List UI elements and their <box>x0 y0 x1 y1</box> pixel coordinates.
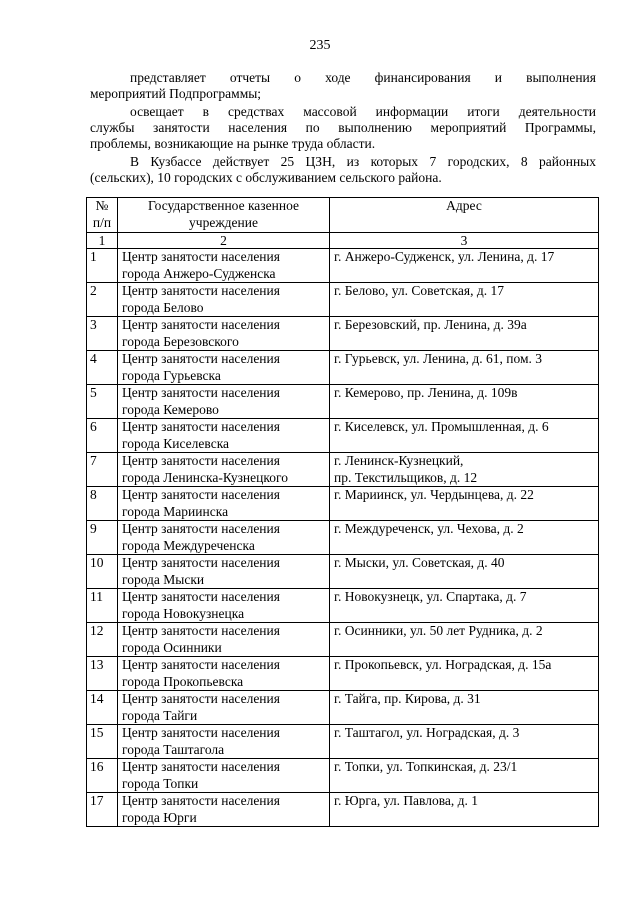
paragraph-kuzbass-centers <box>90 154 596 186</box>
table-row <box>87 759 599 793</box>
institution-name-line: Центр занятости населения <box>122 385 280 400</box>
institution-name-line: города Гурьевска <box>122 367 221 383</box>
address-line: г. Топки, ул. Топкинская, д. 23/1 <box>334 759 518 774</box>
row-number: 1 <box>87 249 118 283</box>
table-row <box>87 487 599 521</box>
address-line: г. Тайга, пр. Кирова, д. 31 <box>334 691 481 706</box>
institution-name-line: города Киселевска <box>122 435 230 451</box>
institution-address <box>330 385 599 419</box>
row-number: 17 <box>87 793 118 827</box>
table-row <box>87 453 599 487</box>
table-row <box>87 249 599 283</box>
paragraph-report-financing <box>90 70 596 102</box>
table-row <box>87 555 599 589</box>
address-line: г. Гурьевск, ул. Ленина, д. 61, пом. 3 <box>334 351 543 366</box>
address-line: г. Киселевск, ул. Промышленная, д. 6 <box>334 419 549 434</box>
institution-name <box>118 589 330 623</box>
institution-name <box>118 555 330 589</box>
institution-name-line: города Прокопьевска <box>122 673 244 689</box>
address-line: г. Анжеро-Судженск, ул. Ленина, д. 17 <box>334 249 555 264</box>
institution-address <box>330 521 599 555</box>
institution-name-line: Центр занятости населения <box>122 351 280 366</box>
row-number: 6 <box>87 419 118 453</box>
column-number: 3 <box>330 233 599 249</box>
institution-name <box>118 521 330 555</box>
table-row <box>87 623 599 657</box>
institution-name <box>118 283 330 317</box>
row-number: 2 <box>87 283 118 317</box>
address-line: г. Ленинск-Кузнецкий, <box>334 453 464 468</box>
institution-address <box>330 759 599 793</box>
table-row <box>87 691 599 725</box>
institution-address <box>330 691 599 725</box>
institution-name-line: Центр занятости населения <box>122 555 280 570</box>
institution-name <box>118 657 330 691</box>
institution-name <box>118 351 330 385</box>
employment-centers-table <box>86 197 599 827</box>
row-number: 16 <box>87 759 118 793</box>
institution-name <box>118 385 330 419</box>
row-number: 11 <box>87 589 118 623</box>
paragraph-line: представляет отчеты о ходе финансирования и выполнения <box>130 70 596 85</box>
institution-address <box>330 283 599 317</box>
header-institution <box>118 198 330 233</box>
row-number: 3 <box>87 317 118 351</box>
institution-name-line: города Мариинска <box>122 503 229 519</box>
institution-address <box>330 487 599 521</box>
institution-name-line: города Мыски <box>122 571 205 587</box>
institution-address <box>330 317 599 351</box>
paragraph-line: проблемы, возникающие на рынке труда области. <box>90 136 376 151</box>
institution-name-line: Центр занятости населения <box>122 419 280 434</box>
institution-name <box>118 759 330 793</box>
row-number: 13 <box>87 657 118 691</box>
institution-name-line: города Ленинска-Кузнецкого <box>122 469 288 485</box>
table-row <box>87 317 599 351</box>
address-line: г. Кемерово, пр. Ленина, д. 109в <box>334 385 518 400</box>
institution-address <box>330 623 599 657</box>
table-row <box>87 725 599 759</box>
table-row <box>87 521 599 555</box>
address-line: пр. Текстильщиков, д. 12 <box>334 469 478 485</box>
table-row <box>87 283 599 317</box>
institution-address <box>330 453 599 487</box>
institution-address <box>330 419 599 453</box>
institution-name-line: города Белово <box>122 299 204 315</box>
institution-address <box>330 589 599 623</box>
institution-name-line: города Кемерово <box>122 401 219 417</box>
table-header-row <box>87 198 599 233</box>
address-line: г. Осинники, ул. 50 лет Рудника, д. 2 <box>334 623 543 638</box>
row-number: 15 <box>87 725 118 759</box>
institution-name-line: Центр занятости населения <box>122 283 280 298</box>
institution-name <box>118 793 330 827</box>
institution-name-line: Центр занятости населения <box>122 623 280 638</box>
institution-name-line: города Березовского <box>122 333 239 349</box>
institution-address <box>330 249 599 283</box>
address-line: г. Березовский, пр. Ленина, д. 39а <box>334 317 527 332</box>
institution-name-line: Центр занятости населения <box>122 793 280 808</box>
institution-name-line: города Таштагола <box>122 741 225 757</box>
institution-name-line: города Новокузнецка <box>122 605 245 621</box>
institution-address <box>330 657 599 691</box>
institution-name <box>118 725 330 759</box>
table-row <box>87 657 599 691</box>
institution-name-line: Центр занятости населения <box>122 249 280 264</box>
row-number: 10 <box>87 555 118 589</box>
paragraph-line: службы занятости населения по выполнению мероприятий Программы, <box>90 120 596 135</box>
institution-name-line: города Осинники <box>122 639 222 655</box>
paragraph-line: (сельских), 10 городских с обслуживанием сельского района. <box>90 170 442 185</box>
institution-name-line: города Юрги <box>122 809 197 825</box>
table-row <box>87 419 599 453</box>
page-number: 235 <box>309 38 331 53</box>
institution-name-line: Центр занятости населения <box>122 521 280 536</box>
header-line: п/п <box>92 214 112 230</box>
table-row <box>87 589 599 623</box>
institution-name-line: Центр занятости населения <box>122 657 280 672</box>
institution-name-line: города Топки <box>122 775 199 791</box>
address-line: г. Юрга, ул. Павлова, д. 1 <box>334 793 479 808</box>
table-row <box>87 385 599 419</box>
header-line: Государственное казенное <box>148 198 299 213</box>
header-line: Адрес <box>446 198 482 213</box>
institution-name-line: Центр занятости населения <box>122 725 280 740</box>
paragraph-line: В Кузбассе действует 25 ЦЗН, из которых 7 городских, 8 районных <box>130 154 596 169</box>
institution-name <box>118 317 330 351</box>
institution-name <box>118 453 330 487</box>
institution-name-line: города Тайги <box>122 707 198 723</box>
institution-name-line: Центр занятости населения <box>122 453 280 468</box>
institution-name-line: Центр занятости населения <box>122 759 280 774</box>
address-line: г. Прокопьевск, ул. Ноградская, д. 15а <box>334 657 552 672</box>
address-line: г. Таштагол, ул. Ноградская, д. 3 <box>334 725 520 740</box>
paragraph-line: мероприятий Подпрограммы; <box>90 86 262 101</box>
institution-name <box>118 249 330 283</box>
institution-name <box>118 487 330 521</box>
institution-address <box>330 555 599 589</box>
row-number: 8 <box>87 487 118 521</box>
address-line: г. Мыски, ул. Советская, д. 40 <box>334 555 505 570</box>
table-row <box>87 351 599 385</box>
table-row <box>87 793 599 827</box>
header-line: учреждение <box>189 214 258 230</box>
row-number: 4 <box>87 351 118 385</box>
institution-name-line: Центр занятости населения <box>122 317 280 332</box>
institution-address <box>330 793 599 827</box>
row-number: 9 <box>87 521 118 555</box>
header-line: № <box>95 198 109 213</box>
institution-name-line: Центр занятости населения <box>122 589 280 604</box>
institution-name-line: города Анжеро-Судженска <box>122 265 276 281</box>
address-line: г. Междуреченск, ул. Чехова, д. 2 <box>334 521 524 536</box>
column-number: 2 <box>118 233 330 249</box>
institution-name-line: Центр занятости населения <box>122 691 280 706</box>
address-line: г. Белово, ул. Советская, д. 17 <box>334 283 504 298</box>
paragraph-line: освещает в средствах массовой информации итоги деятельности <box>130 104 596 119</box>
paragraph-media-coverage <box>90 104 596 152</box>
institution-name <box>118 691 330 725</box>
institution-address <box>330 725 599 759</box>
row-number: 5 <box>87 385 118 419</box>
institution-name-line: Центр занятости населения <box>122 487 280 502</box>
institution-address <box>330 351 599 385</box>
column-number: 1 <box>87 233 118 249</box>
header-address <box>330 198 599 233</box>
address-line: г. Мариинск, ул. Чердынцева, д. 22 <box>334 487 534 502</box>
row-number: 12 <box>87 623 118 657</box>
row-number: 14 <box>87 691 118 725</box>
institution-name <box>118 419 330 453</box>
column-number-row <box>87 233 599 249</box>
institution-name <box>118 623 330 657</box>
row-number: 7 <box>87 453 118 487</box>
address-line: г. Новокузнецк, ул. Спартака, д. 7 <box>334 589 527 604</box>
institution-name-line: города Междуреченска <box>122 537 255 553</box>
header-number <box>87 198 118 233</box>
